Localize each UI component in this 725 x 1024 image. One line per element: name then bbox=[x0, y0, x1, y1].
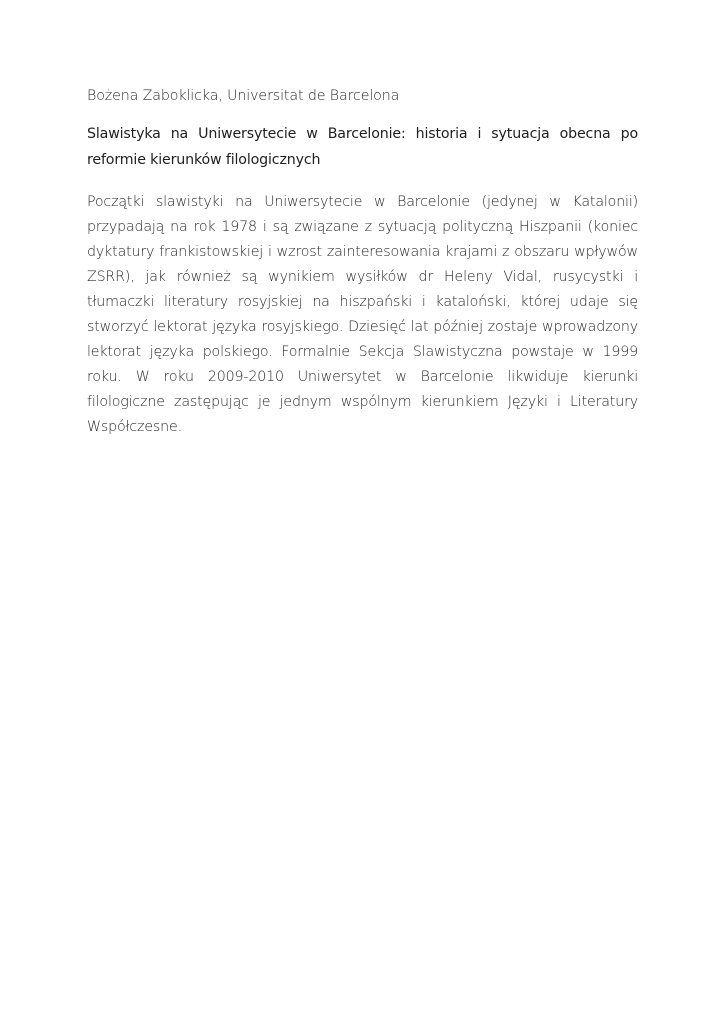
author-line: Bożena Zaboklicka, Universitat de Barcelona bbox=[87, 88, 400, 104]
document-content bbox=[87, 84, 638, 440]
article-title: Slawistyka na Uniwersytecie w Barcelonie: historia i sytuacja obecna po reformie kierunków filologicznych bbox=[87, 126, 638, 168]
body-paragraph: Początki slawistyki na Uniwersytecie w Barcelonie (jedynej w Katalonii) przypadają na rok 1978 i są związane z sytuacją polityczną Hiszpanii (koniec dyktatury frankistowskiej i wzrost zainteresowania krajami z obszaru wpływów ZSRR), jak również są wynikiem wysiłków dr Heleny Vidal, rusycystki i tłumaczki literatury rosyjskiej na hiszpański i kataloński, której udaje się stworzyć lektorat języka rosyjskiego. Dziesięć lat później zostaje wprowadzony lektorat języka polskiego. Formalnie Sekcja Slawistyczna powstaje w 1999 roku. W roku 2009-2010 Uniwersytet w Barcelonie likwiduje kierunki filologiczne zastępując je jednym wspólnym kierunkiem Języki i Literatury Współczesne. bbox=[87, 194, 638, 435]
